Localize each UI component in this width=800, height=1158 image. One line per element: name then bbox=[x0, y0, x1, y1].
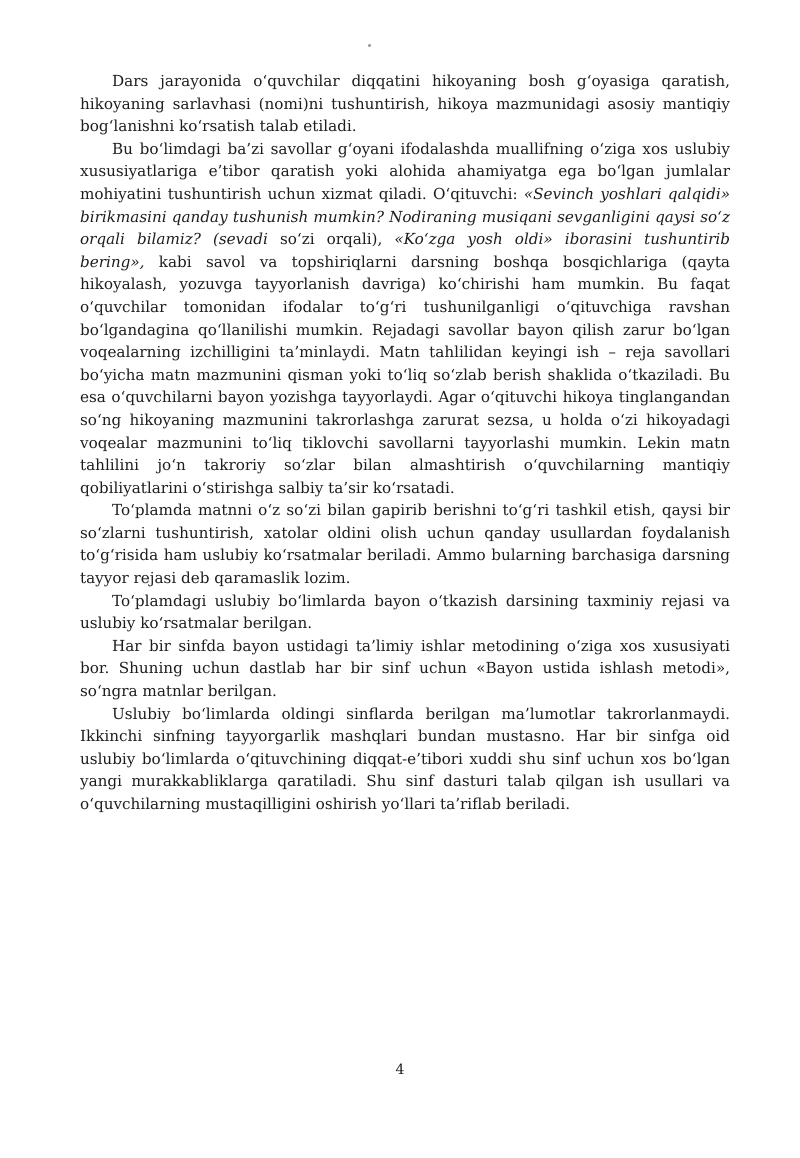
paragraph bbox=[80, 590, 730, 635]
text-run: so‘zi orqali), bbox=[267, 230, 395, 249]
paragraph bbox=[80, 138, 730, 500]
text-run: Uslubiy bo‘limlarda oldingi sinflarda berilgan ma’lumotlar takrorlanmaydi. Ikkinchi sinfning tayyorgarlik mashqlari bundan mustasno. Har bir sinfga oid uslubiy bo‘limlarda o‘qituvchining diqqat-e’tibori xuddi shu sinf uchun xos bo‘lgan yangi murakkabliklarga qaratiladi. Shu sinf dasturi talab qilgan ish usullari va o‘quvchilarning mustaqilligini oshirish yo‘llari ta’riflab beriladi. bbox=[80, 704, 730, 813]
page-number: 4 bbox=[395, 1062, 405, 1078]
text-run: Har bir sinfda bayon ustidagi ta’limiy ishlar metodining o‘ziga xos xususiyati bor. Shuning uchun dastlab har bir sinf uchun «Bayon ustida ishlash metodi», so‘ngra matnlar berilgan. bbox=[80, 636, 730, 701]
text-run: kabi savol va topshiriqlarni darsning boshqa bosqichlariga (qayta hikoyalash, yozuvga tayyorlanish davriga) ko‘chirishi ham mumkin. Bu faqat o‘quvchilar tomonidan ifodalar to‘g‘ri tushunilganligi o‘qituvchiga ravshan bo‘lgandagina qo‘llanilishi mumkin. Rejadagi savollar bayon qilish zarur bo‘lgan voqealarning izchilligini ta’minlaydi. Matn tahlilidan keyingi ish – reja savollari bo‘yicha matn mazmunini qisman yoki to‘liq so‘zlab berish shaklida o‘tkaziladi. Bu esa o‘quvchilarni bayon yozishga tayyorlaydi. Agar o‘qituvchi hikoya tinglangandan so‘ng hikoyaning mazmunini takrorlashga zarurat sezsa, u holda o‘zi hikoyadagi voqealar mazmunini to‘liq tiklovchi savollarni tayyorlashi mumkin. Lekin matn tahlilini jo‘n takroriy so‘zlar bilan almashtirish o‘quvchilarning mantiqiy qobiliyatlarini o‘stirishga salbiy ta’sir ko‘rsatadi. bbox=[80, 252, 730, 497]
scan-speck bbox=[368, 44, 371, 47]
italic-text-run: «Ko‘zga yosh oldi» iborasini tushuntirib bering», bbox=[80, 230, 730, 271]
text-run: To‘plamdagi uslubiy bo‘limlarda bayon o‘tkazish darsining taxminiy rejasi va uslubiy ko‘rsatmalar berilgan. bbox=[80, 591, 730, 633]
paragraph bbox=[80, 70, 730, 138]
italic-text-run: «Sevinch yoshlari qalqidi» birikmasini qanday tushunish mumkin? Nodiraning musiqani sevganligini qaysi so‘z orqali bilamiz? (sevadi bbox=[80, 184, 730, 249]
paragraph bbox=[80, 499, 730, 589]
text-run: To‘plamda matnni o‘z so‘zi bilan gapirib berishni to‘g‘ri tashkil etish, qaysi bir so‘zlarni tushuntirish, xatolar oldini olish uchun qanday usullardan foydalanish to‘g‘risida ham uslubiy ko‘rsatmalar beriladi. Ammo bularning barchasiga darsning tayyor rejasi deb qaramaslik lozim. bbox=[80, 501, 730, 588]
text-run: Bu bo‘limdagi ba’zi savollar g‘oyani ifodalashda muallifning o‘ziga xos uslubiy xususiyatlariga e’tibor qaratish yoki alohida ahamiyatga ega bo‘lgan jumlalar mohiyatini tushuntirish uchun xizmat qiladi. O‘qituvchi: bbox=[80, 139, 730, 203]
body-text bbox=[80, 70, 730, 816]
paragraph bbox=[80, 635, 730, 703]
text-run: Dars jarayonida o‘quvchilar diqqatini hikoyaning bosh g‘oyasiga qaratish, hikoyaning sarlavhasi (nomi)ni tushuntirish, hikoya mazmunidagi asosiy mantiqiy bog‘lanishni ko‘rsatish talab etiladi. bbox=[80, 72, 730, 136]
paragraph bbox=[80, 703, 730, 816]
